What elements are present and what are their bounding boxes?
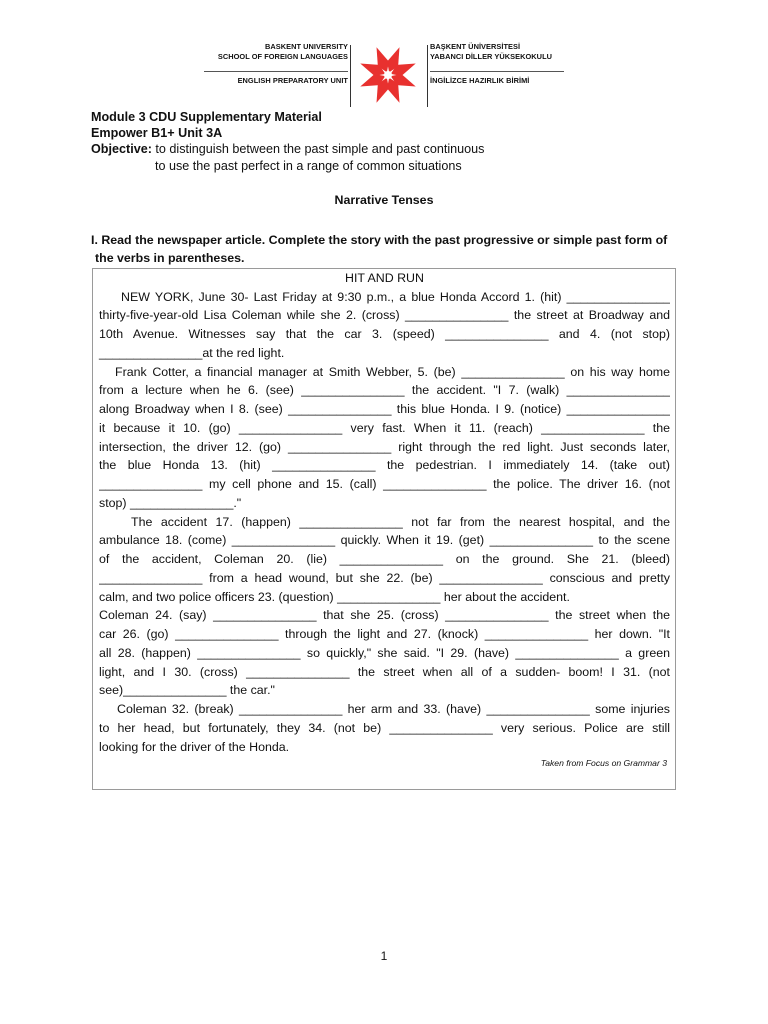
section-heading: Narrative Tenses [334,193,434,207]
article-line: stop) _______________." [99,495,242,510]
article-line: calm, and two police officers 23. (question) _______________ her about the accident. [99,589,570,604]
article-line: see)_______________ the car." [99,683,275,698]
document-meta [91,109,484,174]
exercise-instruction [91,231,681,267]
page-number: 1 [380,949,388,963]
article-line: car 26. (go) _______________ through the light and 27. (knock) _______________ her down. "It [99,627,670,642]
module-title: Module 3 CDU Supplementary Material [91,110,322,124]
university-logo-icon [348,42,428,108]
objective-line-1 [91,141,484,157]
article-box [92,268,676,790]
letterhead-vertical-rule-right [427,45,428,107]
article-line: intersection, the driver 12. (go) _______________ right through the red light. Just seconds later, [99,439,670,454]
instruction-line-2: the verbs in parentheses. [95,251,245,265]
unit-name-en: ENGLISH PREPARATORY UNIT [237,76,348,85]
article-line: of the accident, Coleman 20. (lie) _______________ on the ground. She 21. (bleed) [99,552,670,567]
article-line: the blue Honda 13. (hit) _______________ the pedestrian. I immediately 14. (take out) [99,458,670,473]
article-line: it because it 10. (go) _______________ very fast. When it 11. (reach) _______________ the [99,420,670,435]
article-line: Frank Cotter, a financial manager at Smith Webber, 5. (be) _______________ on his way home [115,364,670,379]
article-line: Coleman 32. (break) _______________ her arm and 33. (have) _______________ some injuries [117,702,670,717]
article-line: _______________ my cell phone and 15. (call) _______________ the police. The driver 16. (not [99,477,670,492]
article-line: Coleman 24. (say) _______________ that she 25. (cross) _______________ the street when the [99,608,670,623]
letterhead [200,42,566,108]
university-name-en: BASKENT UNIVERSITY [264,42,348,51]
letterhead-divider-left [204,71,348,72]
article-line: _______________ from a head wound, but she 22. (be) _______________ conscious and pretty [99,570,670,585]
article-line: NEW YORK, June 30- Last Friday at 9:30 p.m., a blue Honda Accord 1. (hit) _______________ [121,289,670,304]
objective-text-1: to distinguish between the past simple and past continuous [151,142,485,157]
school-name-tr: YABANCI DİLLER YÜKSEKOKULU [430,52,553,61]
article-line: 10th Avenue. Witnesses say that the car 3. (speed) _______________ and 4. (not stop) [99,327,670,342]
article-line: from a lecture when he 6. (see) _______________ the accident. "I 7. (walk) _______________ [99,383,670,398]
article-line: thirty-five-year-old Lisa Coleman while she 2. (cross) _______________ the street at Broadway and [99,308,670,323]
objective-label: Objective: [91,142,152,157]
article-line: ambulance 18. (come) _______________ quickly. When it 19. (get) _______________ to the scene [99,533,670,548]
article-line: to her head, but fortunately, they 34. (not be) _______________ very serious. Police are still [99,720,670,735]
unit-title: Empower B1+ Unit 3A [91,126,223,141]
article-line: _______________at the red light. [99,345,285,360]
article-line: along Broadway when I 8. (see) _______________ this blue Honda. I 9. (notice) _______________ [99,402,670,417]
source-credit: Taken from Focus on Grammar 3 [540,758,667,768]
article-line: The accident 17. (happen) _______________ not far from the nearest hospital, and the [131,514,670,529]
letterhead-english [200,42,348,86]
unit-name-tr: İNGİLİZCE HAZIRLIK BİRİMİ [430,76,530,85]
university-name-tr: BAŞKENT ÜNİVERSİTESİ [430,42,521,51]
article-body [99,269,670,756]
instruction-line-1: I. Read the newspaper article. Complete the story with the past progressive or simple past form of [91,233,668,247]
school-name-en: SCHOOL OF FOREIGN LANGUAGES [217,52,348,61]
article-line: all 28. (happen) _______________ so quickly," she said. "I 29. (have) _______________ a green [99,645,670,660]
article-title: HIT AND RUN [345,271,424,285]
letterhead-turkish [430,42,570,86]
article-line: light, and I 30. (cross) _______________ the street when all of a sudden- boom! I 31. (not [99,664,670,679]
article-line: looking for the driver of the Honda. [99,739,290,754]
objective-text-2: to use the past perfect in a range of common situations [155,158,462,173]
